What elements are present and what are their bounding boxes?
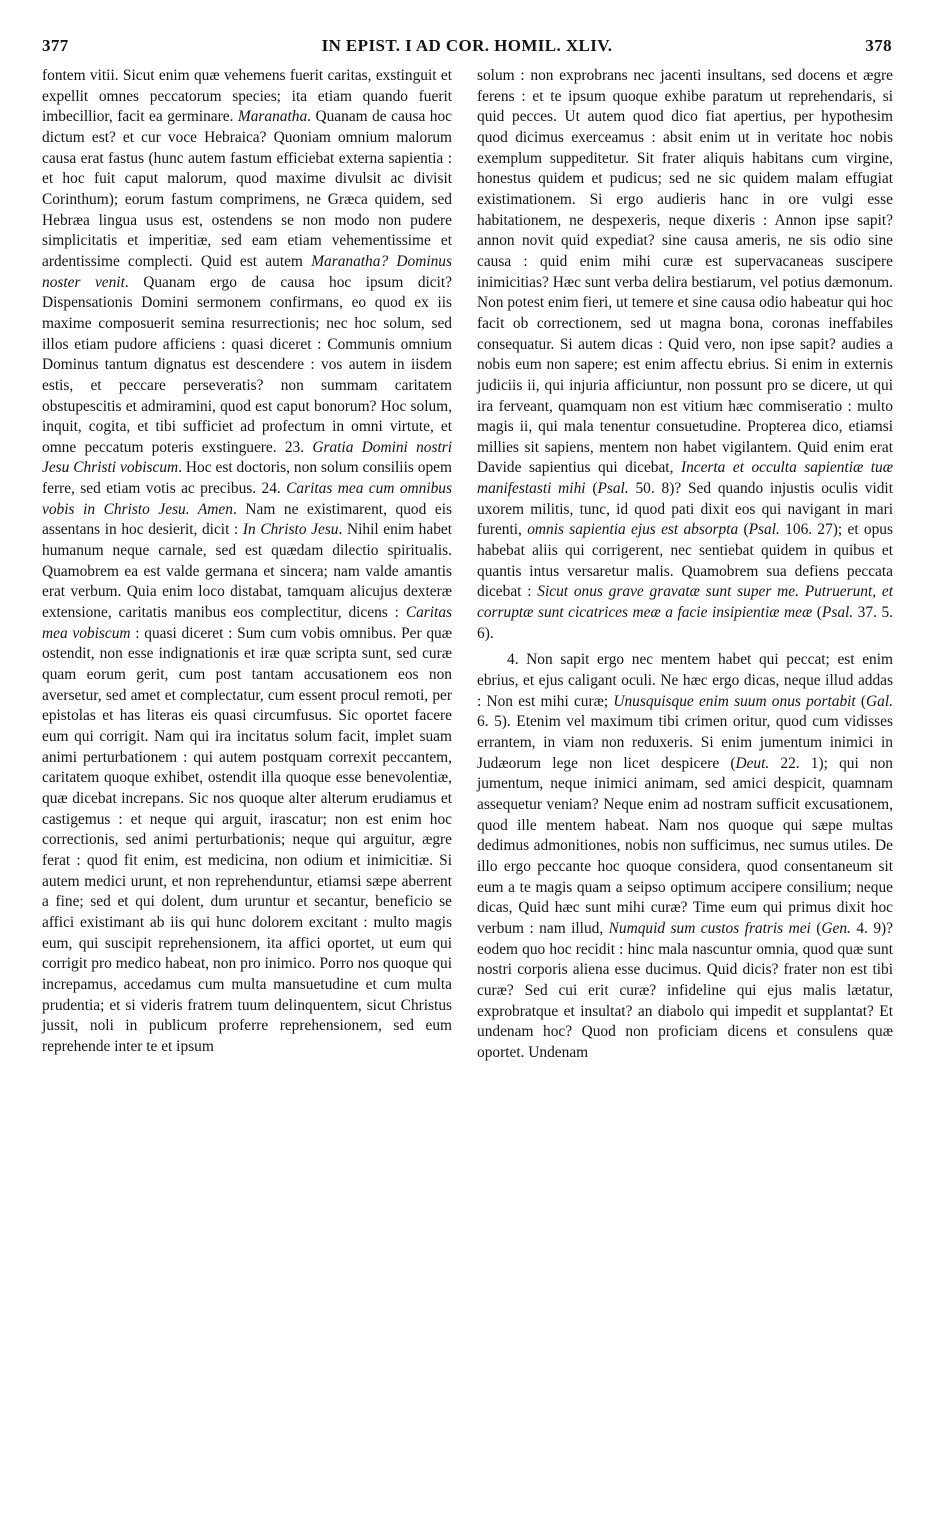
text-run: ( xyxy=(738,521,749,539)
italic-run: Caritas mea vobiscum xyxy=(42,604,452,642)
italic-run: Caritas mea cum omnibus vobis in Christo Jesu. Amen xyxy=(42,480,452,518)
text-run: ( xyxy=(812,604,822,622)
text-run: 4. 9)? eodem quo hoc recidit : hinc mala nascuntur omnia, quod quæ sunt nostri corporis aliena esse ducimus. Quid dicis? frater non est tibi curæ? Sed cui erit curæ? infideline qui ejus malis lætatur, exprobratque et insultat? an diabolo qui impedit et supplantat? Et undenam hoc? Quod non proficiam dicens et consulens quæ oportet. Undenam xyxy=(477,919,893,1061)
paragraph xyxy=(42,66,452,1058)
italic-run: Psal. xyxy=(821,604,854,622)
text-run: solum : non exprobrans nec jacenti insultans, sed docens et ægre ferens : et te ipsum quoque exhibe paratum ut reprehendaris, si quid pecces. Ut autem quod dico fiat apertius, per hypothesim quod dicimus exerceamus : absit enim ut in veritate hoc nobis exemplum suppeditetur. Sit frater aliquis habitans cum virgine, honestus quidem et pudicus; sed ne sic quidem malam effugiat existimationem. Si ergo audieris hanc in ore vulgi esse habitationem, ne despexeris, neque dixeris : Annon ipse sapit? annon novit quid expediat? sine causa ameris, ne sis odio sine causa : quid enim mihi curæ est supervacaneas suscipere inimicitias? Hæc sunt verba delira bestiarum, vel potius dæmonum. Non potest enim fieri, ut temere et sine causa odio habeatur qui hoc facit ob correctionem, sed ut magna bona, coronas ineffabiles consequatur. Si autem dicas : Quid vero, non ipse sapit? audies a nobis eum non sapere; est enim affectu ebrius. Si enim in externis judiciis ii, qui injuria afficiuntur, non possunt pro se dicere, ut qui ira ferveant, quamquam non est vitium hæc commiseratio : multo magis ii, qui mala tenentur consuetudine. Propterea dico, etiamsi millies sit sapiens, mentem non habet vigilantem. Quid enim erat Davide sapientius qui dicebat, xyxy=(477,67,893,477)
italic-run: Gal. xyxy=(866,692,893,710)
text-run: 50. 8)? Sed quando injustis oculis vidit uxorem militis, tunc, id quod pati dixit eos qui navigant in mari furenti, xyxy=(477,480,893,539)
text-column-right xyxy=(477,66,893,1064)
text-run: ( xyxy=(810,919,822,937)
italic-run: Incerta et occulta sapientiæ tuæ manifestasti mihi xyxy=(477,459,894,498)
italic-run: omnis sapientia ejus est absorpta xyxy=(527,521,739,539)
text-run: 106. 27); et opus habebat aliis qui corrigerent, nec sentiebat quidem in quibus et quantis intus versaretur malis. Quamobrem sua defiens peccata dicebat : xyxy=(477,521,893,601)
text-column-left xyxy=(42,66,452,1058)
text-run: 6. 5). Etenim vel maximum tibi crimen oritur, quod cum vidisses errantem, in viam non reduxeris. Si enim jumentum inimici in Judæorum lege non licet despicere ( xyxy=(477,713,893,772)
italic-run: Gratia Domini nostri Jesu Christi vobiscum xyxy=(42,438,452,477)
paragraph xyxy=(477,66,893,644)
italic-run: Numquid sum custos fratris mei xyxy=(608,919,811,937)
italic-run: Maranatha xyxy=(237,108,308,126)
italic-run: Unusquisque enim suum onus portabit xyxy=(613,692,856,710)
text-run: ( xyxy=(855,692,867,710)
text-run: 4. Non sapit ergo nec mentem habet qui peccat; est enim ebrius, et ejus caligant oculi. Ne hæc ergo dicas, neque illud addas : Non est mihi curæ; xyxy=(477,651,893,710)
text-run: 37. 5. 6). xyxy=(477,604,893,642)
text-run: . Hoc est doctoris, non solum consiliis opem ferre, sed etiam votis ac precibus. 24. xyxy=(42,459,452,498)
running-header xyxy=(42,36,892,60)
text-run: . Quanam de causa hoc dictum est? et cur voce Hebraica? Quoniam omnium malorum causa erat fastus (hunc autem fastum efficiebat externa sapientia : et hoc fuit caput malorum, quod maxime divulsit ac divisit Corinthum); eorum fastum comprimens, ne Græca quidem, sed Hebræa lingua usus est, ostendens se non modo non pudere simplicitatis et imperitiæ, sed eam etiam vehementissime et ardentissime complecti. Quid est autem xyxy=(42,108,452,270)
text-run: fontem vitii. Sicut enim quæ vehemens fuerit caritas, exstinguit et expellit omnes peccatorum species; ita etiam quando fuerit imbecillior, facit ea germinare. xyxy=(42,67,452,126)
italic-run: Psal. xyxy=(748,521,780,539)
text-run: ( xyxy=(585,480,598,498)
page-number-right: 378 xyxy=(865,36,892,55)
text-run: : quasi diceret : Sum cum vobis omnibus. Per quæ ostendit, non esse indignationis et iræ quæ scripta sunt, sed curæ quam eorum gerit, cum post tantam accusationem eos non aversetur, sed amet et complectatur, cum essent procul remoti, per epistolas et has literas eis quasi circumfusus. Sic oportet facere eum qui corrigit. Nam qui ira incitatus solum facit, implet suam animi perturbationem : qui autem postquam correxit peccantem, caritatem quoque exhibet, ostendit illa quoque esse benevolentiæ, quæ dicebat increpans. Sic nos quoque alter alterum erudiamus et castigemus : et neque qui arguit, irascatur; non est enim hoc correctionis, sed animi perturbationis; neque qui arguitur, ægre ferat : quod fit enim, est medicina, non odium et inimicitiæ. Si autem medici urunt, et non reprehenduntur, etiamsi sæpe aberrent a fine; sed et qui dolent, dum uruntur et secantur, beneficio se affici existimant ab iis qui hunc dolorem excitant : multo magis eum, qui suscipit reprehensionem, ita affici oportet, ut eum qui corrigit pro medico habeat, non pro inimico. Porro nos quoque qui increpamus, accedamus cum multa mansuetudine et cum multa prudentia; et si videris fratrem tuum delinquentem, sicut Christus jussit, noli in publicum proferre reprehensionem, sed eum reprehende inter te et ipsum xyxy=(42,624,452,1055)
page-number-left: 377 xyxy=(42,36,69,55)
text-run: . Nam ne existimarent, quod eis assentans in hoc desierit, dicit : xyxy=(42,500,452,539)
text-run: . Nihil enim habet humanum neque carnale, sed est quædam dilectio spiritualis. Quamobrem ea est valde germana et sincera; nam valde amantis erat verbum. Quia enim loco distabat, tamquam alicujus dexteræ extensione, caritatis manibus eos complectitur, dicens : xyxy=(42,521,452,622)
italic-run: Psal. xyxy=(597,480,629,498)
italic-run: Deut. xyxy=(735,754,770,772)
paragraph xyxy=(477,650,893,1063)
italic-run: Sicut onus grave gravatæ sunt super me. Putruerunt, et corruptæ sunt cicatrices meæ a facie insipientiæ meæ xyxy=(477,583,893,622)
italic-run: In Christo Jesu xyxy=(242,521,339,539)
running-head-title: IN EPIST. I AD COR. HOMIL. XLIV. xyxy=(321,36,613,55)
italic-run: Gen. xyxy=(821,919,851,937)
text-run: . Quanam ergo de causa hoc ipsum dicit? Dispensationis Domini sermonem confirmans, eo quod ex iis maxime composuerit semina resurrectionis; nec hoc solum, sed illos etiam pudore afficiens : quasi diceret : Communis omnium Dominus tantum dignatus est descendere : vos autem in iisdem estis, et peccare perseveratis? non summam caritatem obstupescitis et admiramini, quod est caput bonorum? Hoc solum, inquit, cogita, et tibi sufficiet ad profectum in omni virtute, et omne peccatum poteris exstinguere. 23. xyxy=(42,273,453,456)
text-run: 22. 1); qui non jumentum, neque inimici animam, sed amici despicit, quamnam assequetur veniam? Neque enim ad nostram sufficit excusationem, quod ille mentem habeat. Nam nos quoque qui sæpe multas dedimus admonitiones, nobis non sufficimus, nec sumus utiles. De illo ergo peccante hoc quoque considera, quod consentaneum sit eum a te magis quam a seipso optimum accipere consilium; neque dicas, Quid hæc sunt mihi curæ? Time eum qui primus dixit hoc verbum : nam illud, xyxy=(477,754,894,937)
italic-run: Maranatha? Dominus noster venit xyxy=(42,252,452,291)
